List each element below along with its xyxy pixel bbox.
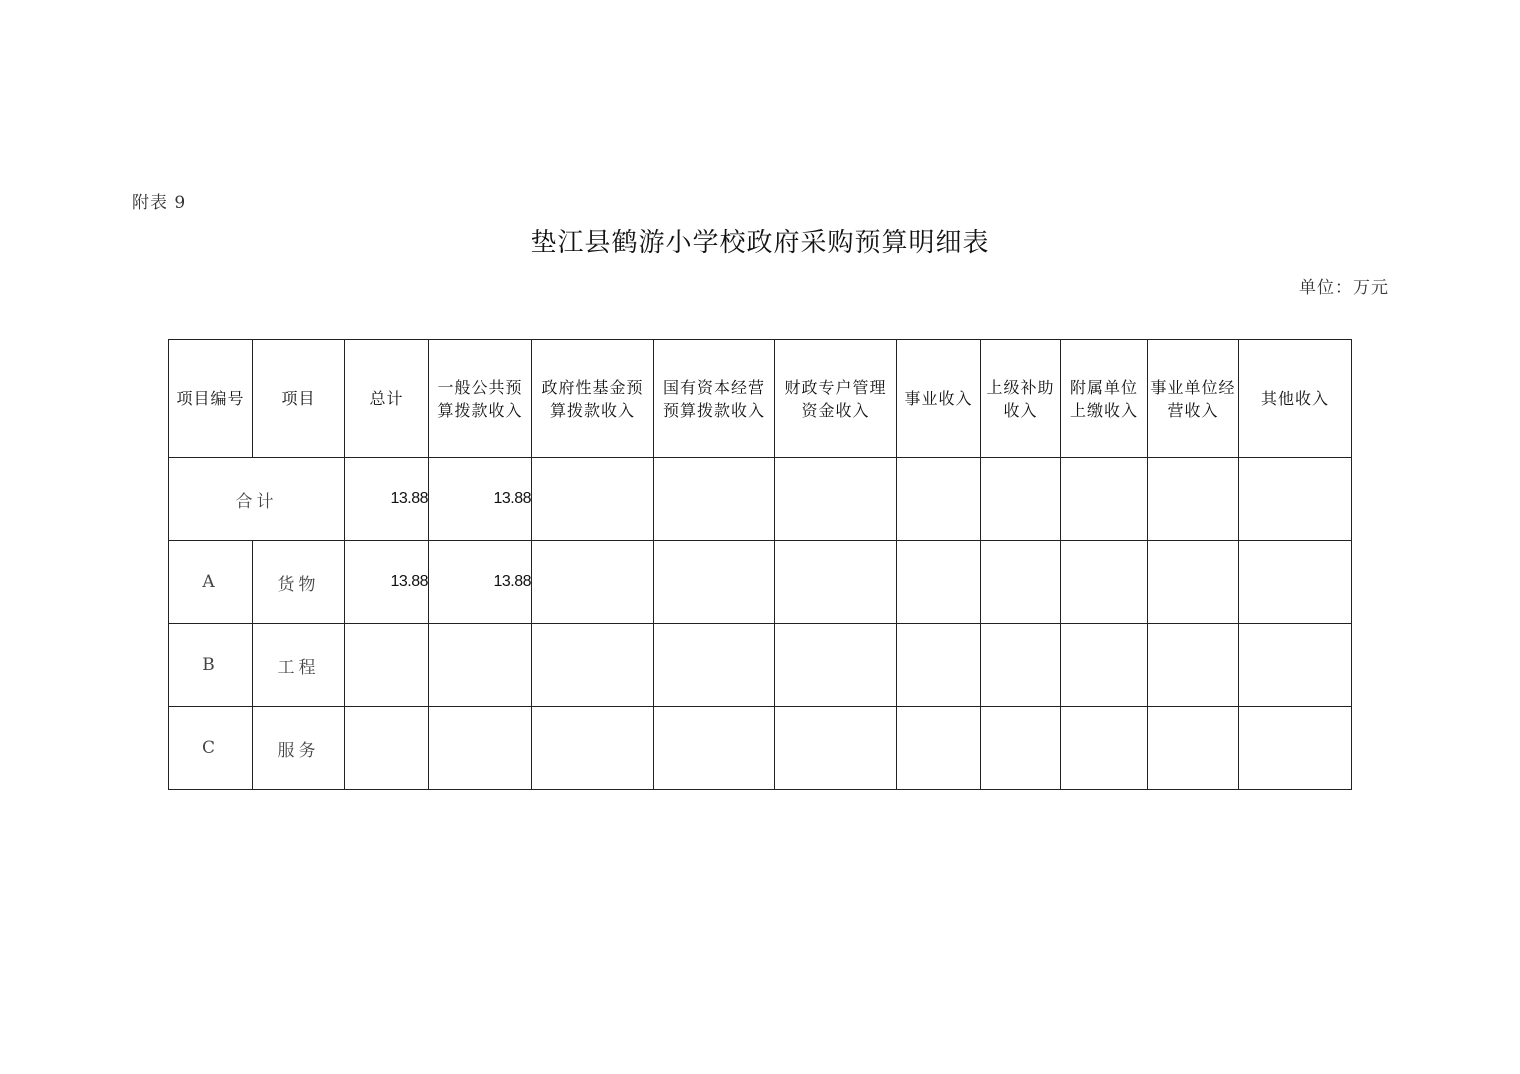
attachment-label: 附表 9: [132, 193, 187, 213]
table-cell: [1061, 624, 1148, 707]
row-name: 货物: [253, 541, 345, 624]
header-general-budget: 一般公共预算拨款收入: [429, 340, 532, 458]
table-cell: [897, 458, 981, 541]
header-superior-subsidy: 上级补助收入: [981, 340, 1061, 458]
header-affiliate-remit: 附属单位上缴收入: [1061, 340, 1148, 458]
table-cell: [532, 624, 654, 707]
table-row: [169, 624, 1352, 707]
table-cell: [532, 707, 654, 790]
table-cell: [1148, 707, 1239, 790]
table-cell: [1239, 707, 1352, 790]
table-cell: [775, 624, 897, 707]
header-state-capital: 国有资本经营预算拨款收入: [654, 340, 775, 458]
total-amount: 13.88: [345, 458, 429, 541]
table-cell: [981, 624, 1061, 707]
row-general-budget: [429, 707, 532, 790]
row-code: B: [169, 624, 253, 707]
row-general-budget: 13.88: [429, 541, 532, 624]
header-other-income: 其他收入: [1239, 340, 1352, 458]
table-cell: [775, 541, 897, 624]
table-cell: [897, 707, 981, 790]
table-row: [169, 707, 1352, 790]
row-total: [345, 624, 429, 707]
table-cell: [775, 458, 897, 541]
table-cell: [981, 707, 1061, 790]
table-cell: [897, 624, 981, 707]
row-code: A: [169, 541, 253, 624]
unit-label: 单位：万元: [1299, 278, 1389, 298]
row-total: 13.88: [345, 541, 429, 624]
header-gov-fund: 政府性基金预算拨款收入: [532, 340, 654, 458]
table-row: [169, 541, 1352, 624]
page-title: 垫江县鹤游小学校政府采购预算明细表: [530, 228, 990, 258]
table-cell: [775, 707, 897, 790]
row-code: C: [169, 707, 253, 790]
table-cell: [1148, 624, 1239, 707]
header-special-account: 财政专户管理资金收入: [775, 340, 897, 458]
header-project: 项目: [253, 340, 345, 458]
table-cell: [1239, 458, 1352, 541]
table-cell: [897, 541, 981, 624]
table-cell: [1239, 541, 1352, 624]
header-total: 总计: [345, 340, 429, 458]
procurement-budget-table: [168, 339, 1352, 790]
table-cell: [654, 541, 775, 624]
table-cell: [532, 458, 654, 541]
total-general-budget: 13.88: [429, 458, 532, 541]
total-label: 合计: [169, 458, 345, 541]
row-total: [345, 707, 429, 790]
row-name: 工程: [253, 624, 345, 707]
table-cell: [1148, 458, 1239, 541]
table-cell: [981, 458, 1061, 541]
table-cell: [654, 624, 775, 707]
table-cell: [654, 707, 775, 790]
header-row: [169, 340, 1352, 458]
header-project-code: 项目编号: [169, 340, 253, 458]
table-cell: [1239, 624, 1352, 707]
row-name: 服务: [253, 707, 345, 790]
header-operating-income: 事业单位经营收入: [1148, 340, 1239, 458]
table-cell: [1148, 541, 1239, 624]
table-cell: [654, 458, 775, 541]
header-business-income: 事业收入: [897, 340, 981, 458]
table-cell: [981, 541, 1061, 624]
table-cell: [1061, 458, 1148, 541]
table-cell: [532, 541, 654, 624]
table-cell: [1061, 541, 1148, 624]
table-cell: [1061, 707, 1148, 790]
total-row: [169, 458, 1352, 541]
row-general-budget: [429, 624, 532, 707]
